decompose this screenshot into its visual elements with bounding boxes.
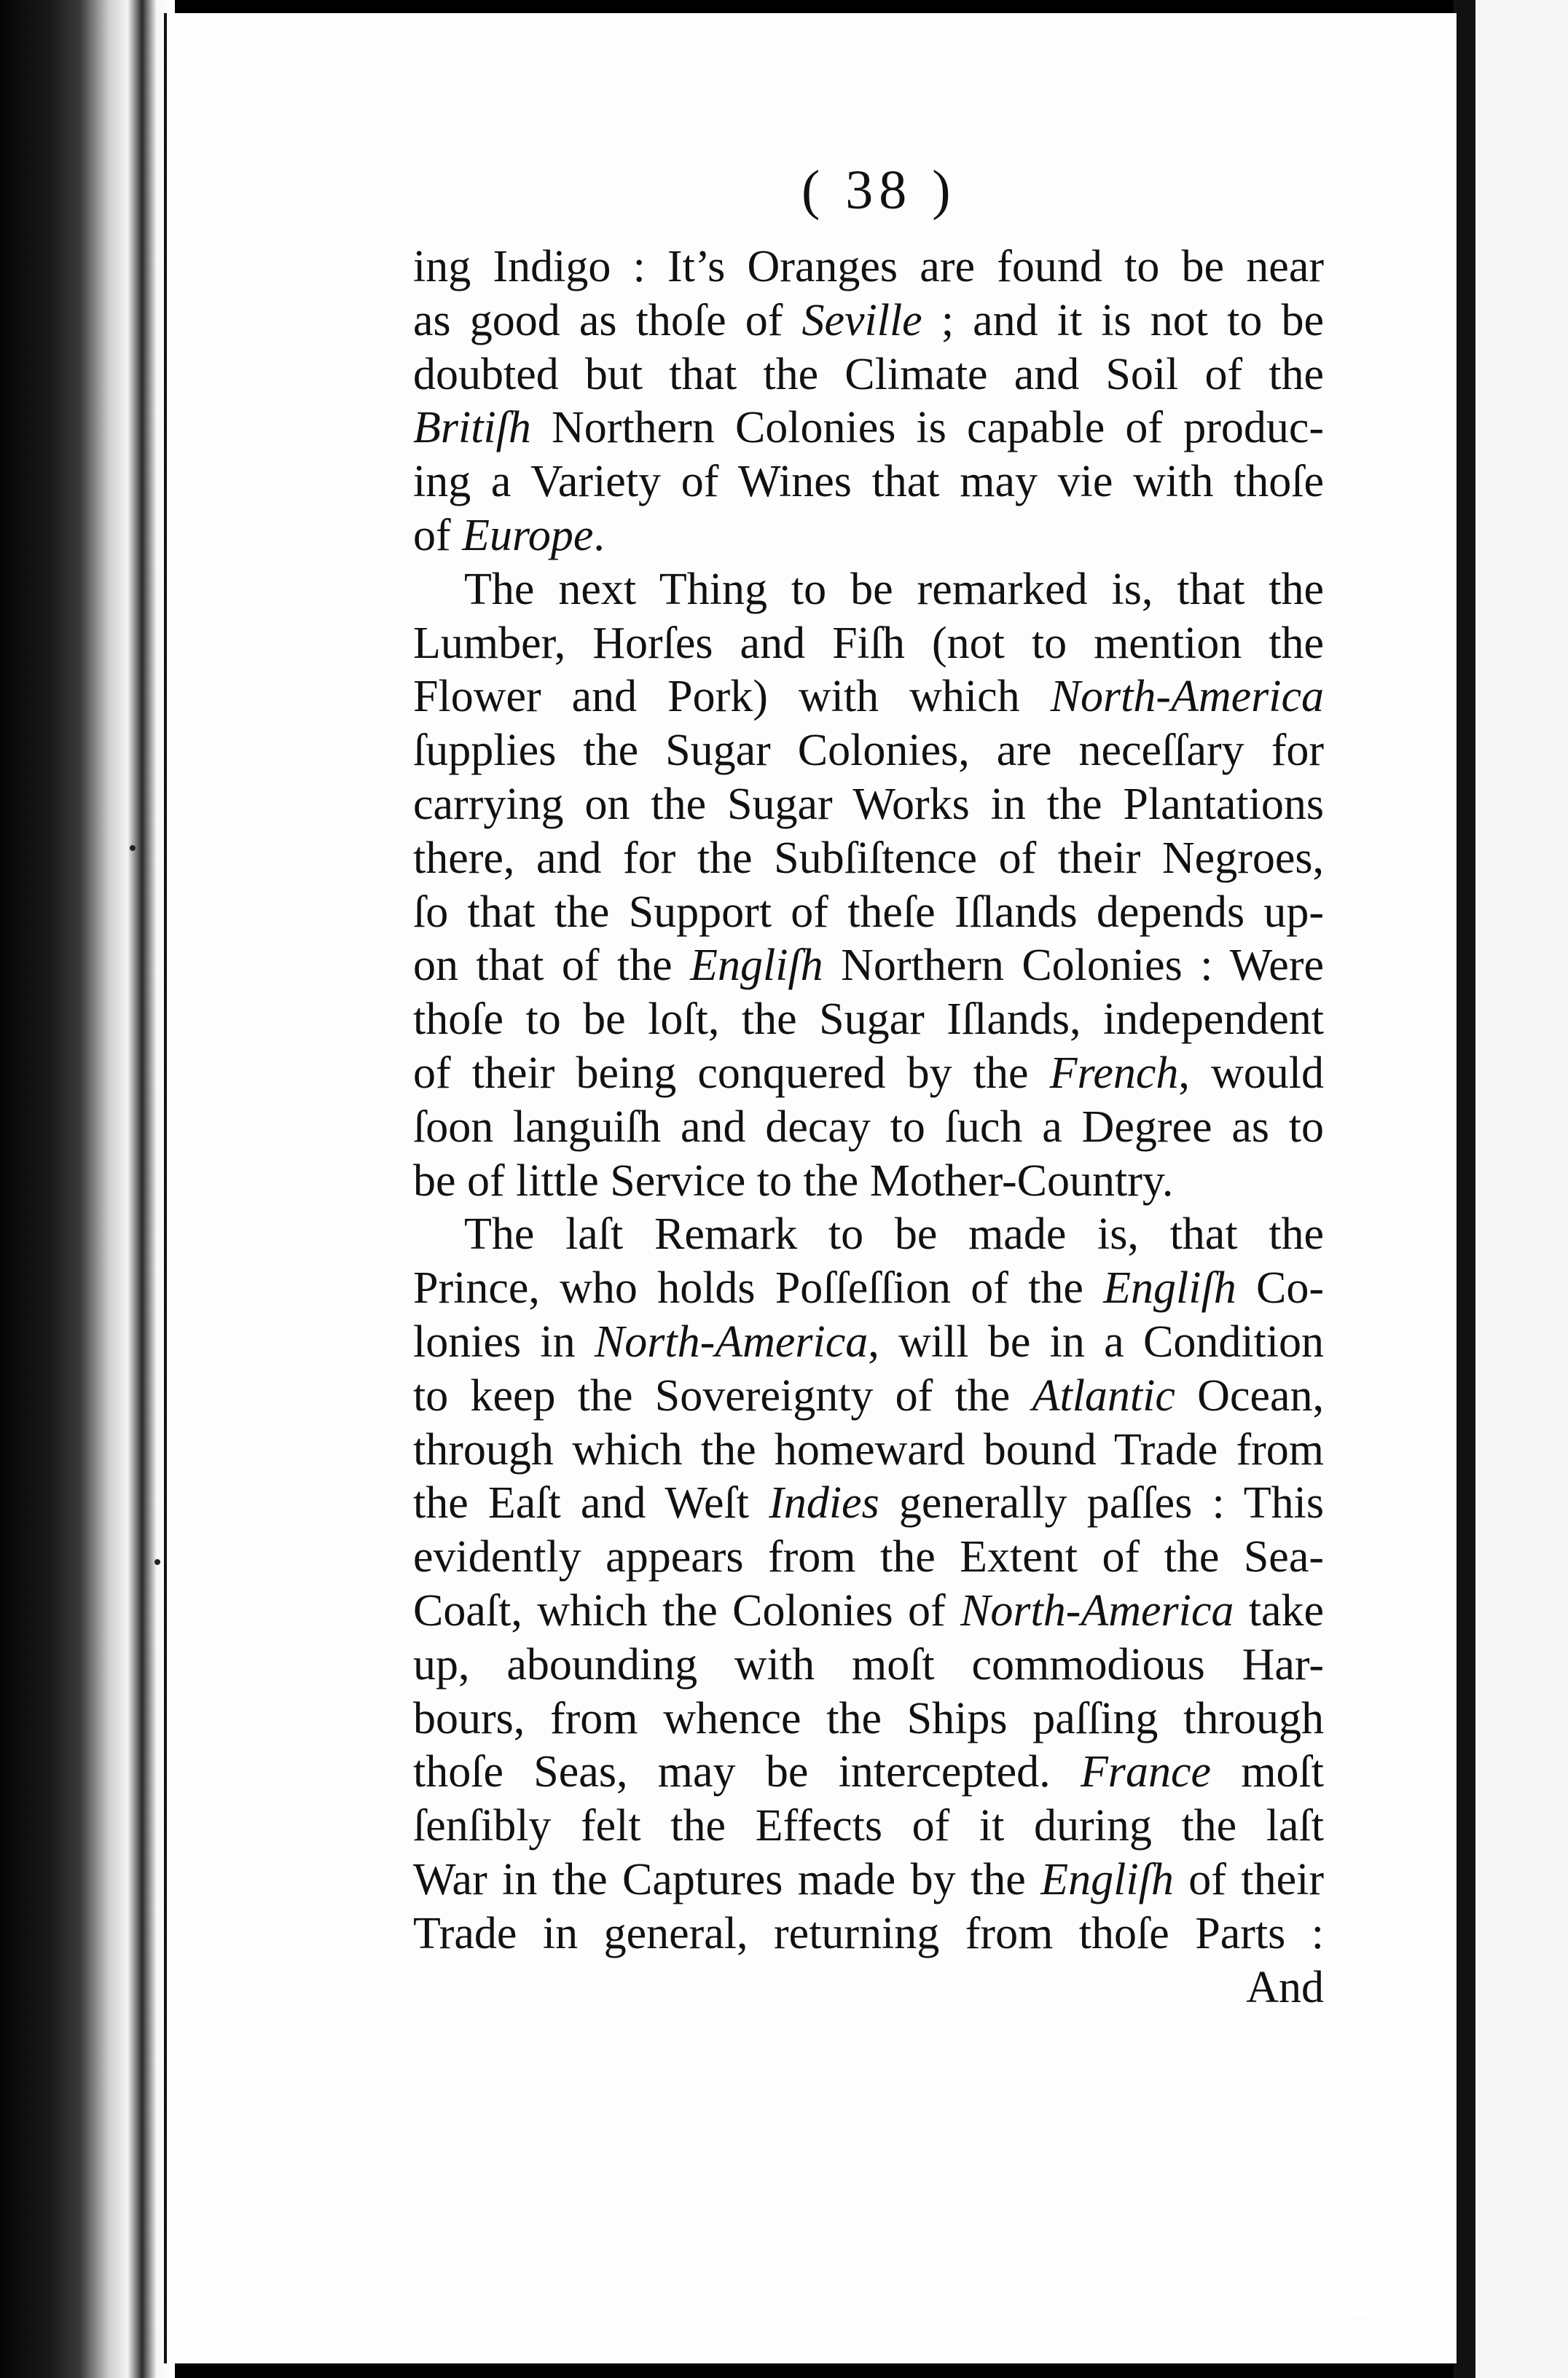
text-line: And	[1246, 1962, 1324, 2012]
text-line: doubted but that the Climate and Soil of the	[413, 349, 1324, 399]
text-line: be of little Service to the Mother-Country.	[413, 1155, 1174, 1206]
corner-scribble-mark	[1337, 2302, 1424, 2368]
text-line: War in the Captures made by the Engliſh of their	[413, 1854, 1324, 1904]
text-line: Britiſh Northern Colonies is capable of produc-	[413, 403, 1324, 453]
text-line: Lumber, Horſes and Fiſh (not to mention the	[413, 618, 1324, 668]
text-line: on that of the Engliſh Northern Colonies : Were	[413, 941, 1324, 991]
margin-mark	[154, 1559, 160, 1565]
text-line: evidently appears from the Extent of the Sea-	[413, 1532, 1324, 1582]
text-line: to keep the Sovereignty of the Atlantic Ocean,	[413, 1370, 1324, 1421]
text-line: The next Thing to be remarked is, that the	[464, 564, 1324, 614]
text-line: Coaſt, which the Colonies of North-America take	[413, 1585, 1324, 1636]
binding-edge	[1454, 0, 1475, 2378]
text-line: The laſt Remark to be made is, that the	[464, 1209, 1324, 1260]
page-number: ( 38 )	[801, 160, 957, 221]
text-line: lonies in North-America, will be in a Condition	[413, 1316, 1324, 1367]
text-line: the Eaſt and Weſt Indies generally paſſes : This	[413, 1478, 1324, 1529]
text-line: Prince, who holds Poſſeſſion of the Engliſh Co-	[413, 1263, 1325, 1314]
margin-mark	[130, 845, 136, 851]
text-line: as good as thoſe of Seville ; and it is not to be	[413, 295, 1324, 345]
text-line: of their being conquered by the French, would	[413, 1048, 1325, 1098]
text-line: thoſe Seas, may be intercepted. France moſt	[413, 1747, 1324, 1797]
text-line: ſupplies the Sugar Colonies, are neceſſary for	[413, 726, 1324, 776]
text-line: thoſe to be loſt, the Sugar Iſlands, independent	[413, 994, 1324, 1045]
text-line: through which the homeward bound Trade from	[413, 1424, 1324, 1475]
text-line: of Europe.	[413, 510, 605, 560]
text-line: ſo that the Support of theſe Iſlands depends up-	[413, 887, 1324, 937]
text-line: ſenſibly felt the Effects of it during the laſt	[413, 1801, 1324, 1851]
body-text	[413, 240, 1324, 2014]
text-line: ing Indigo : It’s Oranges are found to be near	[413, 242, 1324, 291]
text-line: carrying on the Sugar Works in the Plantations	[413, 779, 1324, 829]
text-line: up, abounding with moſt commodious Har-	[413, 1639, 1324, 1690]
text-line: Flower and Pork) with which North-America	[413, 672, 1324, 722]
text-line: ſoon languiſh and decay to ſuch a Degree as to	[413, 1102, 1324, 1152]
book-gutter	[0, 0, 175, 2378]
facing-page-edge	[1475, 0, 1568, 2378]
text-line: ing a Variety of Wines that may vie with thoſe	[413, 457, 1324, 507]
text-line: Trade in general, returning from thoſe Parts :	[413, 1908, 1324, 1958]
text-line: bours, from whence the Ships paſſing through	[413, 1693, 1324, 1743]
text-line: there, and for the Subſiſtence of their Negroes,	[413, 833, 1324, 883]
